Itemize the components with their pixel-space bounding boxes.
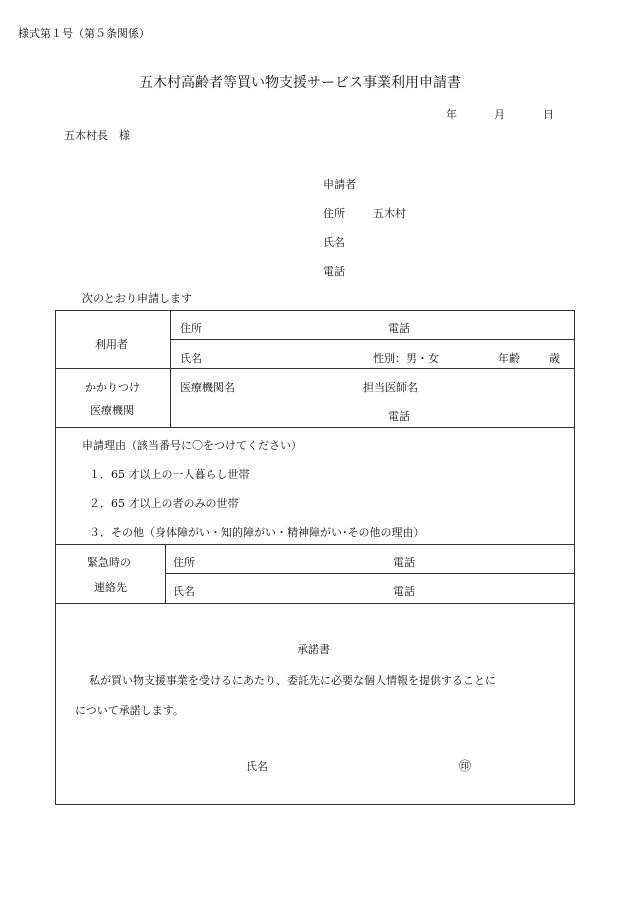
divider-emergency-consent xyxy=(55,603,575,604)
reason-option-3: ３．その他（身体障がい・知的障がい・精神障がい･その他の理由） xyxy=(89,526,425,539)
medical-phone-label: 電話 xyxy=(388,410,410,423)
intro-text: 次のとおり申請します xyxy=(82,292,192,305)
seal-mark: ㊞ xyxy=(459,759,472,773)
applicant-address-label: 住所 xyxy=(323,207,345,220)
divider-emergency-rows xyxy=(165,573,575,574)
consent-text-line2: について承諾します。 xyxy=(75,704,184,717)
form-number: 様式第１号（第５条関係） xyxy=(18,27,150,40)
user-age-label: 年齢 xyxy=(498,352,520,365)
user-address-label: 住所 xyxy=(180,322,202,335)
applicant-address-value: 五木村 xyxy=(373,207,406,220)
reason-heading: 申請理由（該当番号に〇をつけてください） xyxy=(82,439,302,452)
reason-option-2: ２．65 才以上の者のみの世帯 xyxy=(89,497,239,510)
user-section-label: 利用者 xyxy=(95,338,128,351)
divider-user-medical xyxy=(55,368,575,369)
user-name-label: 氏名 xyxy=(180,352,202,365)
emergency-name-label: 氏名 xyxy=(173,585,195,598)
date-month-label: 月 xyxy=(494,108,505,121)
emergency-section-label-line1: 緊急時の xyxy=(87,556,131,569)
date-year-label: 年 xyxy=(446,108,457,121)
consent-title: 承諾書 xyxy=(297,643,330,656)
addressee: 五木村長 様 xyxy=(64,129,130,142)
emergency-phone-label-2: 電話 xyxy=(393,585,415,598)
applicant-name-label: 氏名 xyxy=(323,236,345,249)
user-phone-label: 電話 xyxy=(388,322,410,335)
emergency-phone-label-1: 電話 xyxy=(393,556,415,569)
divider-medical-reason xyxy=(55,427,575,428)
divider-user-rows xyxy=(170,339,575,340)
medical-doctor-label: 担当医師名 xyxy=(363,381,418,394)
medical-section-label-line2: 医療機関 xyxy=(90,404,134,417)
consent-name-label: 氏名 xyxy=(246,760,268,773)
medical-institution-label: 医療機関名 xyxy=(180,381,235,394)
page-title: 五木村高齢者等買い物支援サービス事業利用申請書 xyxy=(139,75,461,91)
user-age-unit: 歳 xyxy=(549,352,560,365)
applicant-heading: 申請者 xyxy=(323,178,356,191)
user-gender-label: 性別：男・女 xyxy=(373,352,439,365)
emergency-section-label-line2: 連絡先 xyxy=(94,581,127,594)
reason-option-1: １．65 才以上の一人暮らし世帯 xyxy=(89,468,250,481)
date-day-label: 日 xyxy=(543,108,554,121)
divider-label-column-upper xyxy=(170,310,171,427)
divider-reason-emergency xyxy=(55,544,575,545)
consent-text-line1: 私が買い物支援事業を受けるにあたり、委託先に必要な個人情報を提供することに xyxy=(89,674,496,687)
divider-label-column-lower xyxy=(165,544,166,603)
emergency-address-label: 住所 xyxy=(173,556,195,569)
applicant-phone-label: 電話 xyxy=(323,265,345,278)
medical-section-label-line1: かかりつけ xyxy=(85,381,140,394)
